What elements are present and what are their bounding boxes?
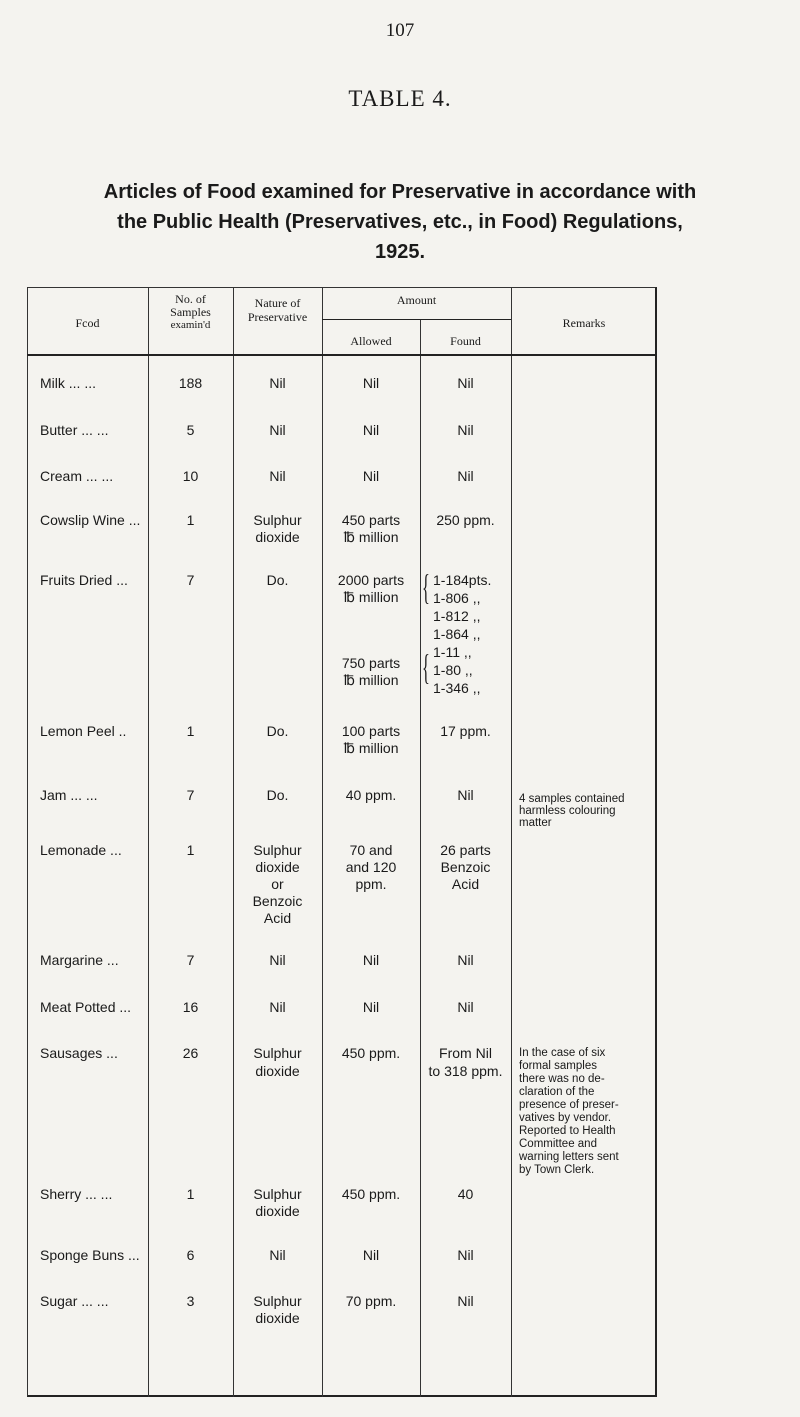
cell-food: Jam ... ...: [40, 787, 98, 803]
cell-nature: Sulphur: [253, 512, 302, 528]
cell-found: Nil: [457, 468, 474, 484]
cell-found: Nil: [457, 952, 474, 968]
cell-samples: 3: [186, 1293, 195, 1309]
cell-allowed: ppm.: [355, 876, 387, 892]
cell-remarks: In the case of six: [519, 1047, 606, 1059]
cell-allowed: 2000 parts: [337, 572, 405, 588]
header-samples-1: No. of: [175, 292, 206, 306]
header-nature-1: Nature of: [254, 296, 301, 310]
cell-food: Milk ... ...: [40, 375, 96, 391]
cell-food: Fruits Dried ...: [40, 572, 128, 588]
cell-remarks: by Town Clerk.: [519, 1164, 595, 1176]
cell-food: Sugar ... ...: [40, 1293, 109, 1309]
cell-nature: Nil: [269, 375, 286, 391]
cell-found: Acid: [451, 876, 480, 892]
cell-allowed: 100 parts: [341, 723, 401, 739]
cell-nature: dioxide: [255, 529, 300, 545]
cell-found: 1-11 ,,: [433, 644, 472, 660]
brace-icon: {: [422, 567, 430, 607]
cell-nature: Sulphur: [253, 842, 302, 858]
cell-found: Nil: [457, 1293, 474, 1309]
cell-found: 1-80 ,,: [433, 662, 473, 678]
cell-nature: Nil: [269, 422, 286, 438]
cell-found: 1-346 ,,: [433, 680, 481, 696]
cell-food: Lemonade ...: [40, 842, 122, 858]
header-samples-2: Samples: [170, 305, 211, 319]
cell-nature: dioxide: [255, 1203, 300, 1219]
cell-nature: Do.: [266, 572, 289, 588]
cell-found: Benzoic: [440, 859, 491, 875]
cell-samples: 16: [182, 999, 199, 1015]
cell-allowed: ℔ million: [343, 589, 399, 605]
cell-samples: 7: [186, 572, 195, 588]
cell-allowed: ℔ million: [343, 740, 399, 756]
cell-food: Butter ... ...: [40, 422, 109, 438]
cell-food: Sherry ... ...: [40, 1186, 113, 1202]
cell-allowed: 750 parts: [341, 655, 401, 671]
cell-nature: Nil: [269, 468, 286, 484]
cell-remarks: vatives by vendor.: [519, 1112, 612, 1124]
cell-allowed: Nil: [362, 1247, 380, 1263]
cell-samples: 10: [182, 468, 199, 484]
header-amount: Amount: [396, 293, 437, 307]
cell-found: 26 parts: [440, 842, 491, 858]
table-label: TABLE 4.: [348, 86, 452, 111]
cell-found: Nil: [457, 375, 474, 391]
cell-allowed: Nil: [362, 375, 380, 391]
cell-food: Cream ... ...: [40, 468, 114, 484]
cell-remarks: presence of preser-: [519, 1099, 619, 1111]
header-samples-3: examin'd: [170, 319, 211, 331]
cell-remarks: harmless colouring: [519, 805, 616, 817]
cell-food: Lemon Peel ..: [40, 723, 127, 739]
cell-allowed: Nil: [362, 422, 380, 438]
cell-allowed: ℔ million: [343, 672, 399, 688]
cell-found: 40: [457, 1186, 474, 1202]
cell-samples: 6: [186, 1247, 195, 1263]
cell-allowed: and 120: [345, 859, 397, 875]
header-nature-2: Preservative: [247, 310, 308, 324]
column-divider: [511, 287, 512, 1397]
cell-nature: Nil: [269, 1247, 286, 1263]
cell-found: Nil: [457, 1247, 474, 1263]
cell-nature: Benzoic: [252, 893, 303, 909]
table-heading-line-1: Articles of Food examined for Preservative in accordance with: [103, 181, 697, 203]
page-number: 107: [385, 20, 415, 41]
cell-nature: Acid: [263, 910, 292, 926]
amount-underline: [322, 319, 511, 320]
cell-allowed: 70 ppm.: [345, 1293, 397, 1309]
cell-remarks: Committee and: [519, 1138, 597, 1150]
cell-allowed: Nil: [362, 999, 380, 1015]
cell-nature: Do.: [266, 787, 289, 803]
cell-remarks: formal samples: [519, 1060, 597, 1072]
cell-found: 1-806 ,,: [433, 590, 481, 606]
cell-found: Nil: [457, 999, 474, 1015]
cell-allowed: 450 ppm.: [341, 1186, 401, 1202]
cell-found: 1-864 ,,: [433, 626, 481, 642]
cell-allowed: ℔ million: [343, 529, 399, 545]
cell-nature: dioxide: [255, 859, 300, 875]
header-rule: [27, 354, 657, 356]
cell-allowed: 450 ppm.: [341, 1045, 401, 1061]
cell-nature: dioxide: [255, 1310, 300, 1326]
cell-allowed: 450 parts: [341, 512, 401, 528]
cell-nature: Do.: [266, 723, 289, 739]
cell-nature: Sulphur: [253, 1045, 302, 1061]
cell-found: 1-184pts.: [433, 572, 492, 588]
cell-nature: Nil: [269, 952, 286, 968]
cell-nature: or: [271, 876, 284, 892]
cell-samples: 1: [186, 842, 195, 858]
cell-food: Sausages ...: [40, 1045, 118, 1061]
header-remarks: Remarks: [562, 316, 606, 330]
cell-nature: dioxide: [255, 1063, 300, 1079]
cell-samples: 1: [186, 723, 195, 739]
cell-found: to 318 ppm.: [428, 1063, 503, 1079]
cell-allowed: Nil: [362, 468, 380, 484]
cell-food: Margarine ...: [40, 952, 119, 968]
cell-allowed: Nil: [362, 952, 380, 968]
cell-remarks: Reported to Health: [519, 1125, 616, 1137]
cell-remarks: there was no de-: [519, 1073, 605, 1085]
cell-samples: 7: [186, 952, 195, 968]
cell-found: From Nil: [439, 1045, 492, 1061]
cell-samples: 188: [178, 375, 203, 391]
cell-found: Nil: [457, 787, 474, 803]
cell-samples: 26: [182, 1045, 199, 1061]
cell-remarks: 4 samples contained: [519, 793, 625, 805]
cell-found: 1-812 ,,: [433, 608, 481, 624]
cell-allowed: 70 and: [349, 842, 393, 858]
header-found: Found: [450, 334, 481, 348]
cell-remarks: warning letters sent: [519, 1151, 619, 1163]
cell-found: 17 ppm.: [440, 723, 491, 739]
table-heading-line-3: 1925.: [374, 241, 426, 263]
cell-food: Meat Potted ...: [40, 999, 132, 1015]
brace-icon: {: [422, 647, 430, 687]
header-allowed: Allowed: [350, 334, 392, 348]
cell-found: 250 ppm.: [436, 512, 495, 528]
cell-food: Sponge Buns ...: [40, 1247, 140, 1263]
cell-samples: 1: [186, 1186, 195, 1202]
cell-samples: 7: [186, 787, 195, 803]
cell-remarks: matter: [519, 817, 552, 829]
cell-allowed: 40 ppm.: [345, 787, 397, 803]
cell-samples: 1: [186, 512, 195, 528]
cell-food: Cowslip Wine ...: [40, 512, 141, 528]
cell-remarks: claration of the: [519, 1086, 595, 1098]
table-heading-line-2: the Public Health (Preservatives, etc., in Food) Regulations,: [117, 211, 683, 233]
cell-found: Nil: [457, 422, 474, 438]
cell-nature: Nil: [269, 999, 286, 1015]
cell-nature: Sulphur: [253, 1293, 302, 1309]
cell-nature: Sulphur: [253, 1186, 302, 1202]
cell-samples: 5: [186, 422, 195, 438]
header-food: Fcod: [75, 316, 100, 330]
